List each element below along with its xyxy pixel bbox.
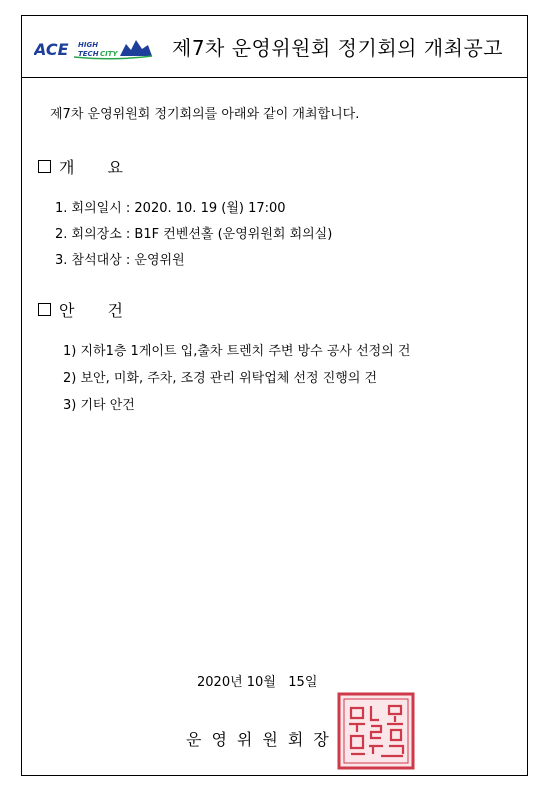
overview-item-datetime: 1. 회의일시 : 2020. 10. 19 (월) 17:00 — [55, 201, 286, 216]
section-agenda-heading — [38, 298, 137, 321]
overview-item-place: 2. 회의장소 : B1F 컨벤션홀 (운영위원회 회의실) — [55, 227, 333, 242]
section-overview-heading — [38, 155, 137, 178]
svg-text:HIGH: HIGH — [78, 41, 99, 49]
ace-high-tech-city-logo — [34, 36, 154, 62]
agenda-item-2: 2) 보안, 미화, 주차, 조경 관리 위탁업체 선정 진행의 건 — [63, 371, 378, 386]
svg-text:ACE: ACE — [34, 40, 69, 59]
official-seal-stamp — [337, 692, 415, 770]
overview-item-attendees: 3. 참석대상 : 운영위원 — [55, 253, 185, 268]
signer-name: 운영위원회장 — [186, 730, 339, 749]
notice-date: 2020년 10월 15일 — [197, 675, 318, 690]
checkbox-square-icon — [38, 160, 51, 173]
notice-frame — [21, 15, 528, 776]
svg-text:CITY: CITY — [100, 50, 118, 58]
document-title: 제7차 운영위원회 정기회의 개최공고 — [172, 36, 504, 60]
agenda-item-3: 3) 기타 안건 — [63, 398, 135, 413]
section-overview-label: 개 요 — [59, 158, 137, 177]
agenda-item-1: 1) 지하1층 1게이트 입,출차 트렌치 주변 방수 공사 선정의 건 — [63, 344, 411, 359]
notice-header — [22, 16, 527, 78]
intro-text: 제7차 운영위원회 정기회의를 아래와 같이 개최합니다. — [50, 107, 360, 122]
section-agenda-label: 안 건 — [59, 301, 137, 320]
checkbox-square-icon — [38, 303, 51, 316]
svg-text:TECH: TECH — [78, 50, 99, 58]
